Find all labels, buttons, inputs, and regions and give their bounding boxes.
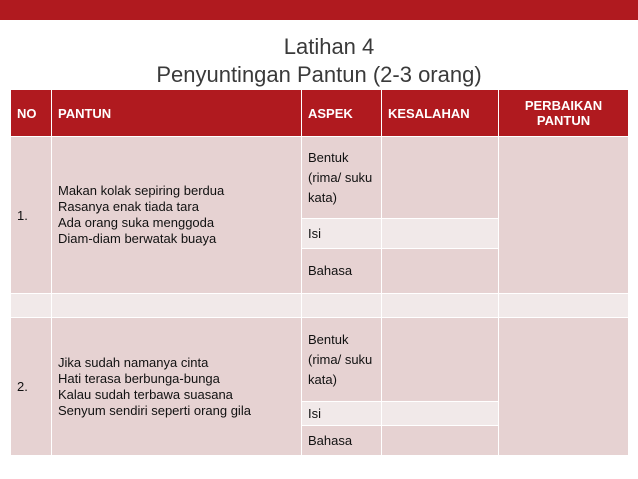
aspek-cell: Bentuk (rima/ suku kata) bbox=[302, 318, 382, 402]
kesalahan-cell bbox=[382, 426, 499, 456]
pantun-line: Kalau sudah terbawa suasana bbox=[58, 386, 233, 402]
header-perbaikan: PERBAIKAN PANTUN bbox=[499, 90, 629, 137]
aspek-cell: Bahasa bbox=[302, 426, 382, 456]
table-row-empty bbox=[11, 294, 629, 318]
header-pantun: PANTUN bbox=[52, 90, 302, 137]
header-no: NO bbox=[11, 90, 52, 137]
row-number: 2. bbox=[11, 318, 52, 456]
perbaikan-cell bbox=[499, 318, 629, 456]
row-number: 1. bbox=[11, 137, 52, 294]
pantun-line: Jika sudah namanya cinta bbox=[58, 354, 209, 370]
header-kesalahan: KESALAHAN bbox=[382, 90, 499, 137]
pantun-line: Diam-diam berwatak buaya bbox=[58, 231, 217, 246]
pantun-line: Hati terasa berbunga-bunga bbox=[58, 370, 220, 386]
pantun-line: Makan kolak sepiring berdua bbox=[58, 183, 225, 198]
kesalahan-cell bbox=[382, 219, 499, 249]
kesalahan-cell bbox=[382, 249, 499, 294]
aspek-cell: Isi bbox=[302, 219, 382, 249]
kesalahan-cell bbox=[382, 137, 499, 219]
pantun-cell bbox=[52, 137, 302, 294]
table-row bbox=[11, 137, 629, 219]
aspek-cell: Isi bbox=[302, 402, 382, 426]
table-row bbox=[11, 318, 629, 402]
header-aspek: ASPEK bbox=[302, 90, 382, 137]
kesalahan-cell bbox=[382, 318, 499, 402]
slide-subtitle: Penyuntingan Pantun (2-3 orang) bbox=[156, 62, 482, 87]
pantun-table bbox=[10, 89, 629, 456]
slide-title: Latihan 4 bbox=[283, 34, 375, 59]
pantun-line: Ada orang suka menggoda bbox=[58, 215, 215, 230]
aspek-cell: Bentuk (rima/ suku kata) bbox=[302, 137, 382, 219]
pantun-cell bbox=[52, 318, 302, 456]
pantun-line: Rasanya enak tiada tara bbox=[58, 199, 199, 214]
pantun-line: Senyum sendiri seperti orang gila bbox=[58, 402, 251, 418]
perbaikan-cell bbox=[499, 137, 629, 294]
top-accent-bar bbox=[0, 0, 638, 20]
aspek-cell: Bahasa bbox=[302, 249, 382, 294]
table-header-row bbox=[11, 90, 629, 137]
kesalahan-cell bbox=[382, 402, 499, 426]
